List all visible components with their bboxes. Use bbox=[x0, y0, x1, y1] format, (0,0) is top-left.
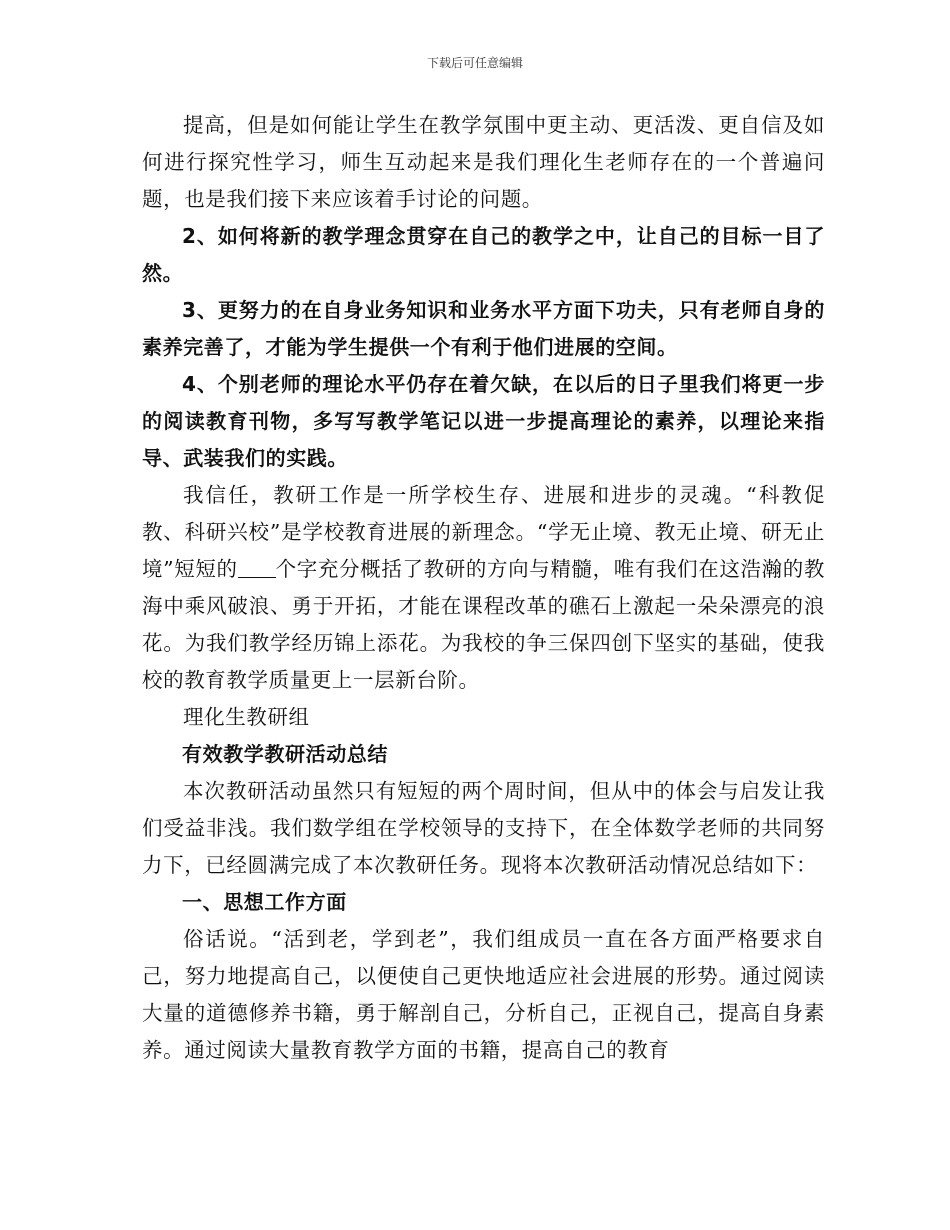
paragraph-continuation: 提高，但是如何能让学生在教学氛围中更主动、更活泼、更自信及如何进行探究性学习，师生互动起来是我们理化生老师存在的一个普遍问题，也是我们接下来应该着手讨论的问题。 bbox=[142, 113, 825, 211]
signature-group: 理化生教研组 bbox=[183, 705, 310, 729]
section-heading-1: 一、思想工作方面 bbox=[182, 890, 347, 914]
paragraph-item-4: 4、个别老师的理论水平仍存在着欠缺，在以后的日子里我们将更一步的阅读教育刊物，多写写教学笔记以进一步提高理论的素养，以理论来指导、武装我们的实践。 bbox=[142, 372, 825, 470]
section-title: 有效教学教研活动总结 bbox=[182, 742, 388, 766]
paragraph-thought-work: 俗话说。“活到老，学到老”，我们组成员一直在各方面严格要求自己，努力地提高自己，以便使自己更快地适应社会进展的形势。通过阅读大量的道德修养书籍，勇于解剖自己，分析自己，正视自己，提高自身素养。通过阅读大量教育教学方面的书籍，提高自己的教育 bbox=[142, 927, 825, 1062]
paragraph-item-2: 2、如何将新的教学理念贯穿在自己的教学之中，让自己的目标一目了然。 bbox=[142, 224, 825, 285]
conclusion-text-after-blank: 个字充分概括了教研的方向与精髓，唯有我们在这浩瀚的教海中乘风破浪、勇于开拓，才能在课程改革的礁石上激起一朵朵漂亮的浪花。为我们教学经历锦上添花。为我校的争三保四创下坚实的基础，使我校的教育教学质量更上一层新台阶。 bbox=[142, 557, 825, 692]
paragraph-item-3: 3、更努力的在自身业务知识和业务水平方面下功夫，只有老师自身的素养完善了，才能为学生提供一个有利于他们进展的空间。 bbox=[142, 298, 825, 359]
paragraph-conclusion bbox=[142, 477, 825, 699]
document-body bbox=[142, 107, 825, 1069]
fill-in-blank bbox=[238, 557, 276, 579]
page-header: 下载后可任意编辑 bbox=[426, 56, 523, 70]
conclusion-text-before-blank: 我信任，教研工作是一所学校生存、进展和进步的灵魂。“科教促教、科研兴校”是学校教育进展的新理念。“学无止境、教无止境、研无止境”短短的 bbox=[142, 483, 825, 581]
paragraph-intro: 本次教研活动虽然只有短短的两个周时间，但从中的体会与启发让我们受益非浅。我们数学组在学校领导的支持下，在全体数学老师的共同努力下，已经圆满完成了本次教研任务。现将本次教研活动情况总结如下： bbox=[142, 779, 825, 877]
